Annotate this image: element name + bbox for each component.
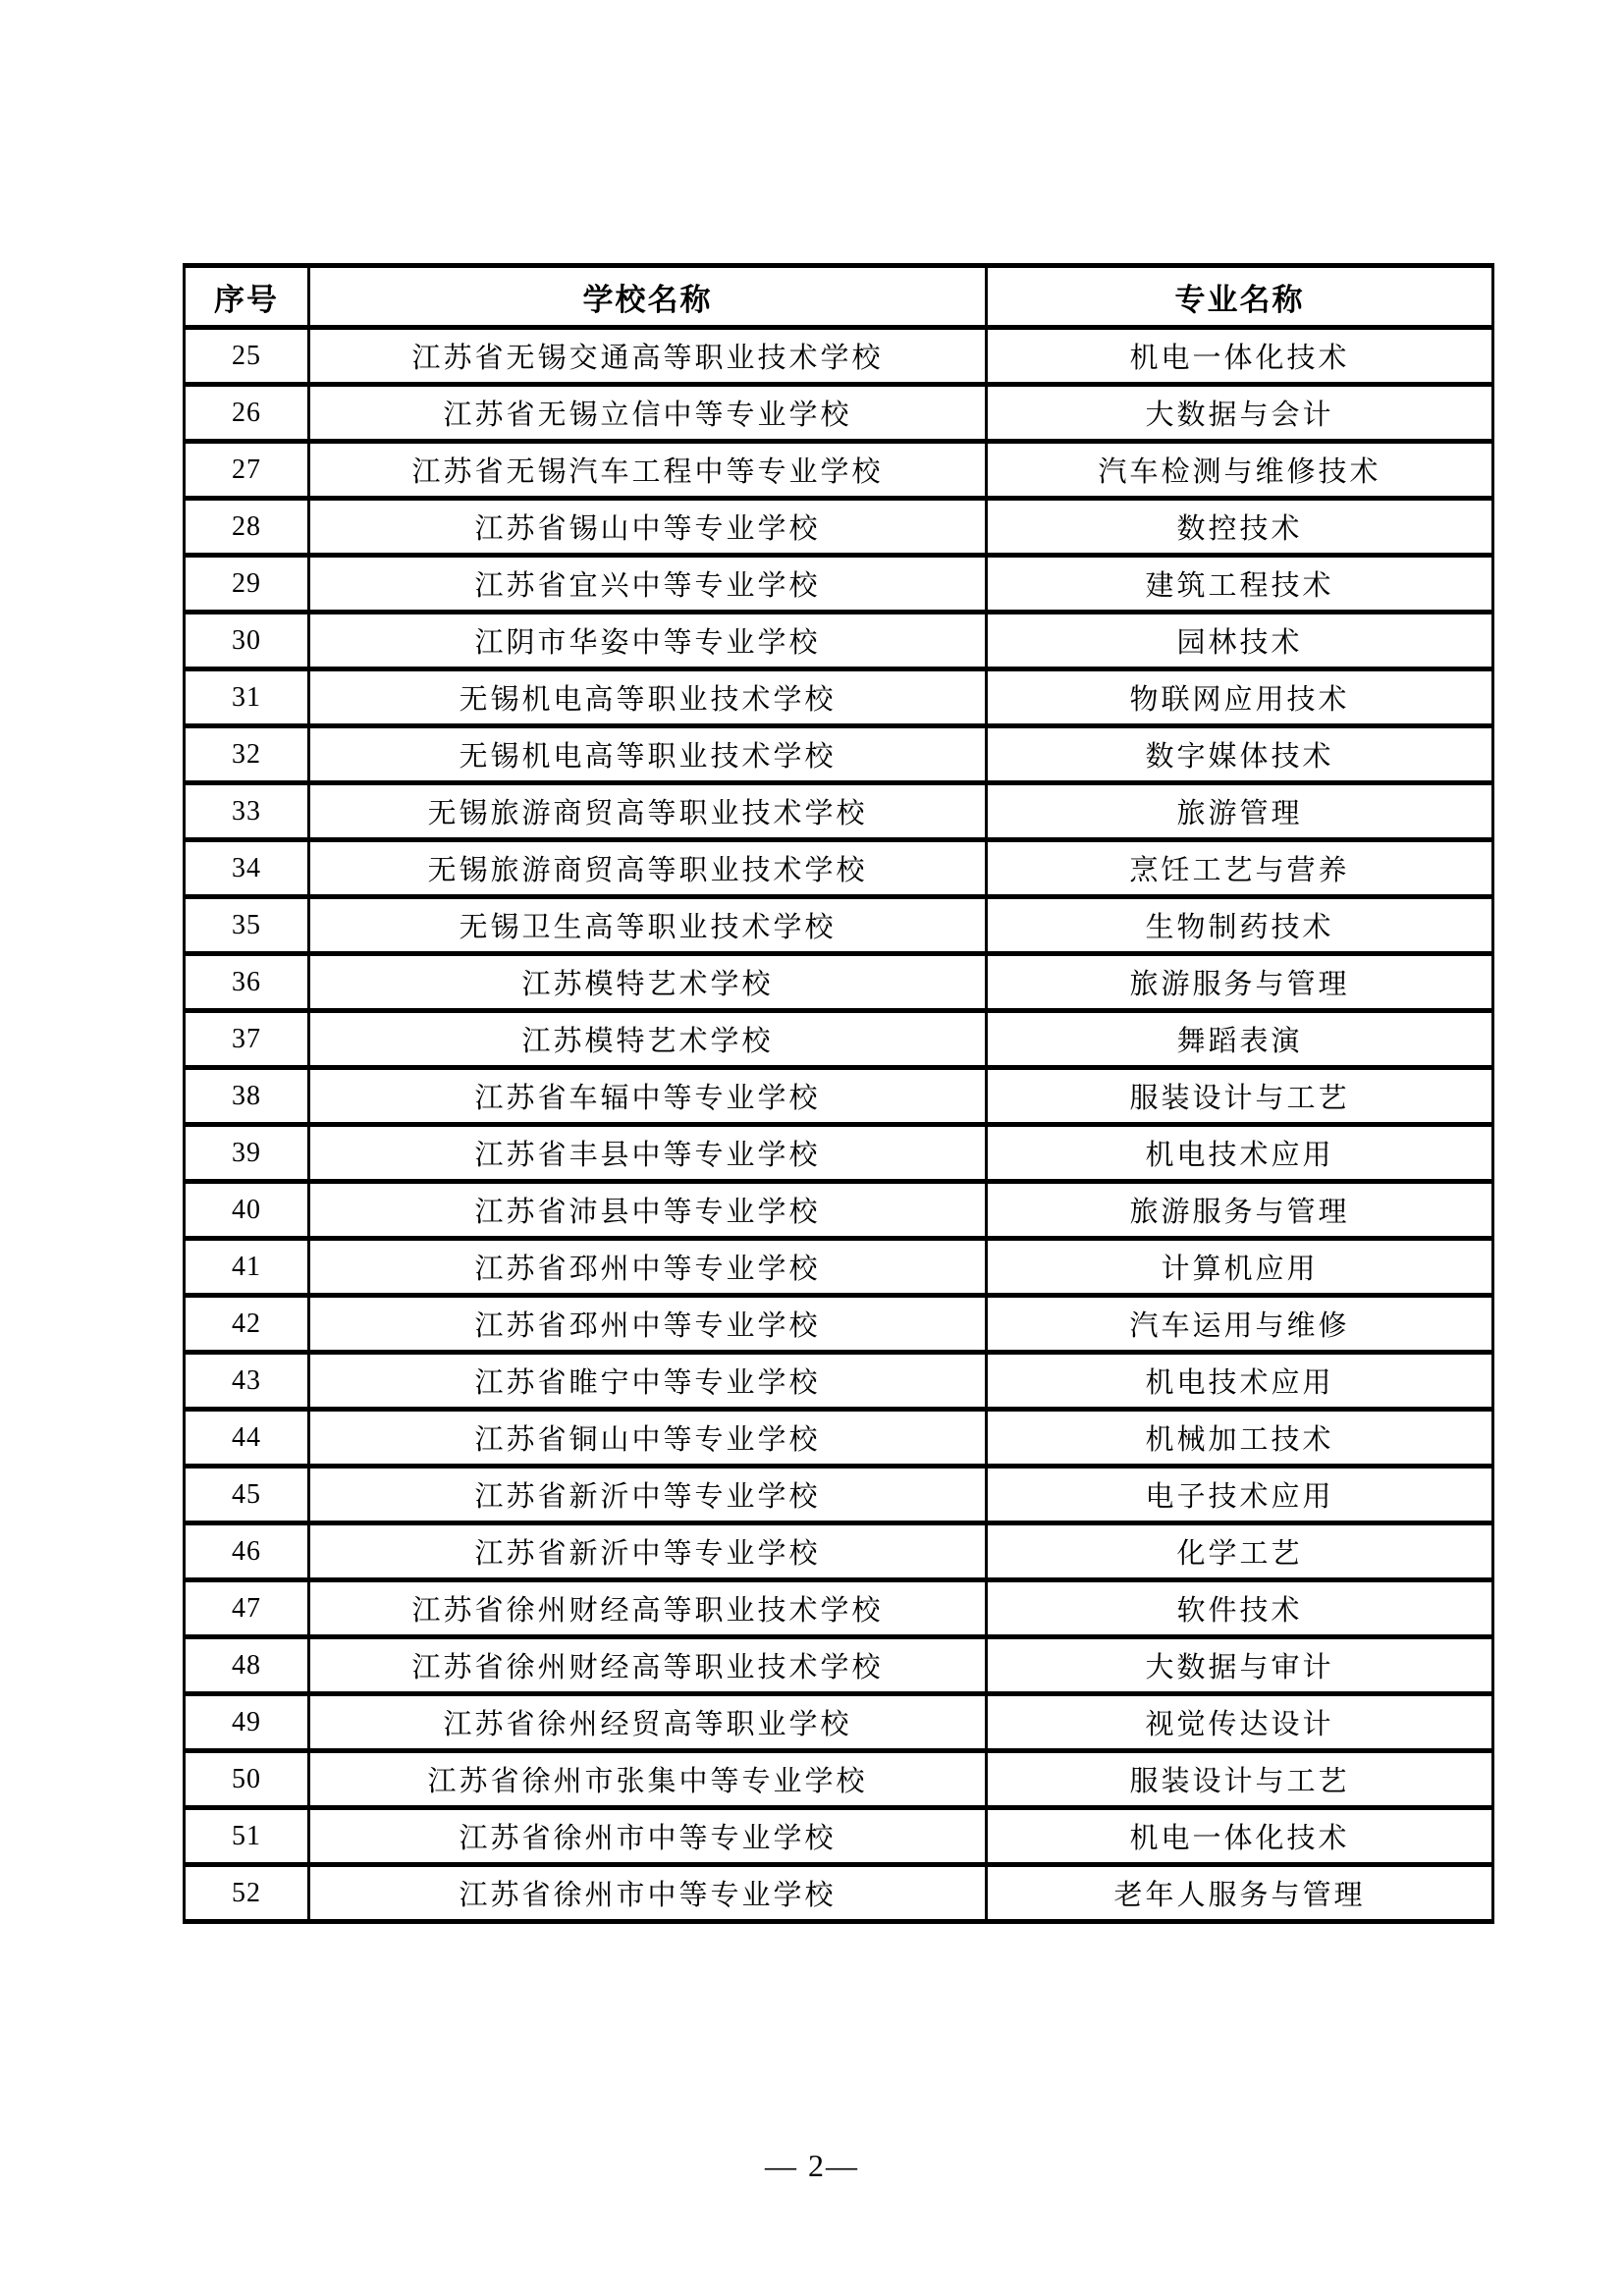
- table-row: [185, 499, 1493, 556]
- row-number-cell: 33: [185, 783, 309, 840]
- row-number-cell: 48: [185, 1637, 309, 1694]
- row-number-cell: 46: [185, 1523, 309, 1580]
- school-name-cell: 江苏省沛县中等专业学校: [309, 1182, 987, 1239]
- major-name-cell: 机电一体化技术: [987, 328, 1493, 385]
- school-name-cell: 江苏省徐州市中等专业学校: [309, 1865, 987, 1922]
- table-row: [185, 1751, 1493, 1808]
- row-number-cell: 30: [185, 613, 309, 669]
- school-name-cell: 无锡旅游商贸高等职业技术学校: [309, 840, 987, 897]
- school-name-cell: 江苏省无锡汽车工程中等专业学校: [309, 442, 987, 499]
- school-name-cell: 江苏模特艺术学校: [309, 1011, 987, 1068]
- row-number-cell: 39: [185, 1125, 309, 1182]
- school-name-cell: 无锡旅游商贸高等职业技术学校: [309, 783, 987, 840]
- row-number-cell: 35: [185, 897, 309, 954]
- table-row: [185, 726, 1493, 783]
- major-name-cell: 汽车运用与维修: [987, 1296, 1493, 1353]
- row-number-cell: 40: [185, 1182, 309, 1239]
- table-row: [185, 1182, 1493, 1239]
- major-name-cell: 旅游服务与管理: [987, 954, 1493, 1011]
- school-name-cell: 江苏省锡山中等专业学校: [309, 499, 987, 556]
- school-name-cell: 江苏省睢宁中等专业学校: [309, 1353, 987, 1410]
- school-name-cell: 江苏省丰县中等专业学校: [309, 1125, 987, 1182]
- row-number-cell: 38: [185, 1068, 309, 1125]
- table-row: [185, 1125, 1493, 1182]
- school-name-cell: 江苏省车辐中等专业学校: [309, 1068, 987, 1125]
- school-name-cell: 江苏省新沂中等专业学校: [309, 1467, 987, 1523]
- school-name-cell: 江阴市华姿中等专业学校: [309, 613, 987, 669]
- major-name-cell: 机电一体化技术: [987, 1808, 1493, 1865]
- school-name-cell: 江苏省宜兴中等专业学校: [309, 556, 987, 613]
- major-name-cell: 大数据与会计: [987, 385, 1493, 442]
- school-name-cell: 江苏省徐州财经高等职业技术学校: [309, 1637, 987, 1694]
- school-name-cell: 江苏省徐州财经高等职业技术学校: [309, 1580, 987, 1637]
- major-name-cell: 旅游管理: [987, 783, 1493, 840]
- page-footer: [0, 2148, 1624, 2184]
- table-row: [185, 669, 1493, 726]
- major-name-cell: 汽车检测与维修技术: [987, 442, 1493, 499]
- major-name-cell: 老年人服务与管理: [987, 1865, 1493, 1922]
- school-name-cell: 江苏省无锡交通高等职业技术学校: [309, 328, 987, 385]
- major-name-cell: 建筑工程技术: [987, 556, 1493, 613]
- row-number-cell: 37: [185, 1011, 309, 1068]
- major-name-cell: 服装设计与工艺: [987, 1068, 1493, 1125]
- major-name-cell: 软件技术: [987, 1580, 1493, 1637]
- major-name-cell: 机电技术应用: [987, 1125, 1493, 1182]
- table-row: [185, 840, 1493, 897]
- row-number-cell: 42: [185, 1296, 309, 1353]
- table-header-row: [185, 266, 1493, 328]
- table-row: [185, 1637, 1493, 1694]
- row-number-cell: 27: [185, 442, 309, 499]
- row-number-cell: 49: [185, 1694, 309, 1751]
- row-number-cell: 45: [185, 1467, 309, 1523]
- table-row: [185, 328, 1493, 385]
- major-name-cell: 园林技术: [987, 613, 1493, 669]
- table-row: [185, 1410, 1493, 1467]
- row-number-cell: 31: [185, 669, 309, 726]
- major-name-cell: 大数据与审计: [987, 1637, 1493, 1694]
- table-row: [185, 442, 1493, 499]
- school-name-cell: 江苏省新沂中等专业学校: [309, 1523, 987, 1580]
- school-major-table: [183, 263, 1494, 1924]
- table-row: [185, 1068, 1493, 1125]
- table-row: [185, 1808, 1493, 1865]
- row-number-cell: 43: [185, 1353, 309, 1410]
- table-row: [185, 1694, 1493, 1751]
- major-name-cell: 物联网应用技术: [987, 669, 1493, 726]
- major-name-cell: 化学工艺: [987, 1523, 1493, 1580]
- table-row: [185, 385, 1493, 442]
- school-name-cell: 江苏省徐州市张集中等专业学校: [309, 1751, 987, 1808]
- header-school-name: 学校名称: [309, 266, 987, 328]
- row-number-cell: 34: [185, 840, 309, 897]
- school-name-cell: 无锡机电高等职业技术学校: [309, 726, 987, 783]
- major-name-cell: 烹饪工艺与营养: [987, 840, 1493, 897]
- table-row: [185, 1353, 1493, 1410]
- table-row: [185, 1296, 1493, 1353]
- table-row: [185, 897, 1493, 954]
- header-major-name: 专业名称: [987, 266, 1493, 328]
- major-name-cell: 舞蹈表演: [987, 1011, 1493, 1068]
- school-name-cell: 无锡机电高等职业技术学校: [309, 669, 987, 726]
- major-name-cell: 旅游服务与管理: [987, 1182, 1493, 1239]
- row-number-cell: 26: [185, 385, 309, 442]
- table-row: [185, 1865, 1493, 1922]
- row-number-cell: 51: [185, 1808, 309, 1865]
- row-number-cell: 25: [185, 328, 309, 385]
- table-row: [185, 1523, 1493, 1580]
- row-number-cell: 32: [185, 726, 309, 783]
- school-name-cell: 江苏模特艺术学校: [309, 954, 987, 1011]
- major-name-cell: 生物制药技术: [987, 897, 1493, 954]
- row-number-cell: 28: [185, 499, 309, 556]
- table-row: [185, 613, 1493, 669]
- table-row: [185, 1580, 1493, 1637]
- row-number-cell: 52: [185, 1865, 309, 1922]
- school-name-cell: 江苏省邳州中等专业学校: [309, 1296, 987, 1353]
- page-number: — 2—: [765, 2148, 859, 2183]
- major-name-cell: 数字媒体技术: [987, 726, 1493, 783]
- row-number-cell: 50: [185, 1751, 309, 1808]
- row-number-cell: 29: [185, 556, 309, 613]
- table-row: [185, 1467, 1493, 1523]
- header-serial-number: 序号: [185, 266, 309, 328]
- school-name-cell: 江苏省无锡立信中等专业学校: [309, 385, 987, 442]
- row-number-cell: 41: [185, 1239, 309, 1296]
- major-name-cell: 计算机应用: [987, 1239, 1493, 1296]
- school-name-cell: 江苏省铜山中等专业学校: [309, 1410, 987, 1467]
- school-name-cell: 江苏省徐州市中等专业学校: [309, 1808, 987, 1865]
- table-row: [185, 556, 1493, 613]
- table-row: [185, 1011, 1493, 1068]
- row-number-cell: 47: [185, 1580, 309, 1637]
- row-number-cell: 44: [185, 1410, 309, 1467]
- major-name-cell: 视觉传达设计: [987, 1694, 1493, 1751]
- table-row: [185, 783, 1493, 840]
- major-name-cell: 机械加工技术: [987, 1410, 1493, 1467]
- major-name-cell: 机电技术应用: [987, 1353, 1493, 1410]
- major-name-cell: 电子技术应用: [987, 1467, 1493, 1523]
- school-name-cell: 江苏省徐州经贸高等职业学校: [309, 1694, 987, 1751]
- school-name-cell: 江苏省邳州中等专业学校: [309, 1239, 987, 1296]
- school-name-cell: 无锡卫生高等职业技术学校: [309, 897, 987, 954]
- major-name-cell: 服装设计与工艺: [987, 1751, 1493, 1808]
- row-number-cell: 36: [185, 954, 309, 1011]
- major-name-cell: 数控技术: [987, 499, 1493, 556]
- table-row: [185, 954, 1493, 1011]
- table-body: [185, 328, 1493, 1922]
- table-row: [185, 1239, 1493, 1296]
